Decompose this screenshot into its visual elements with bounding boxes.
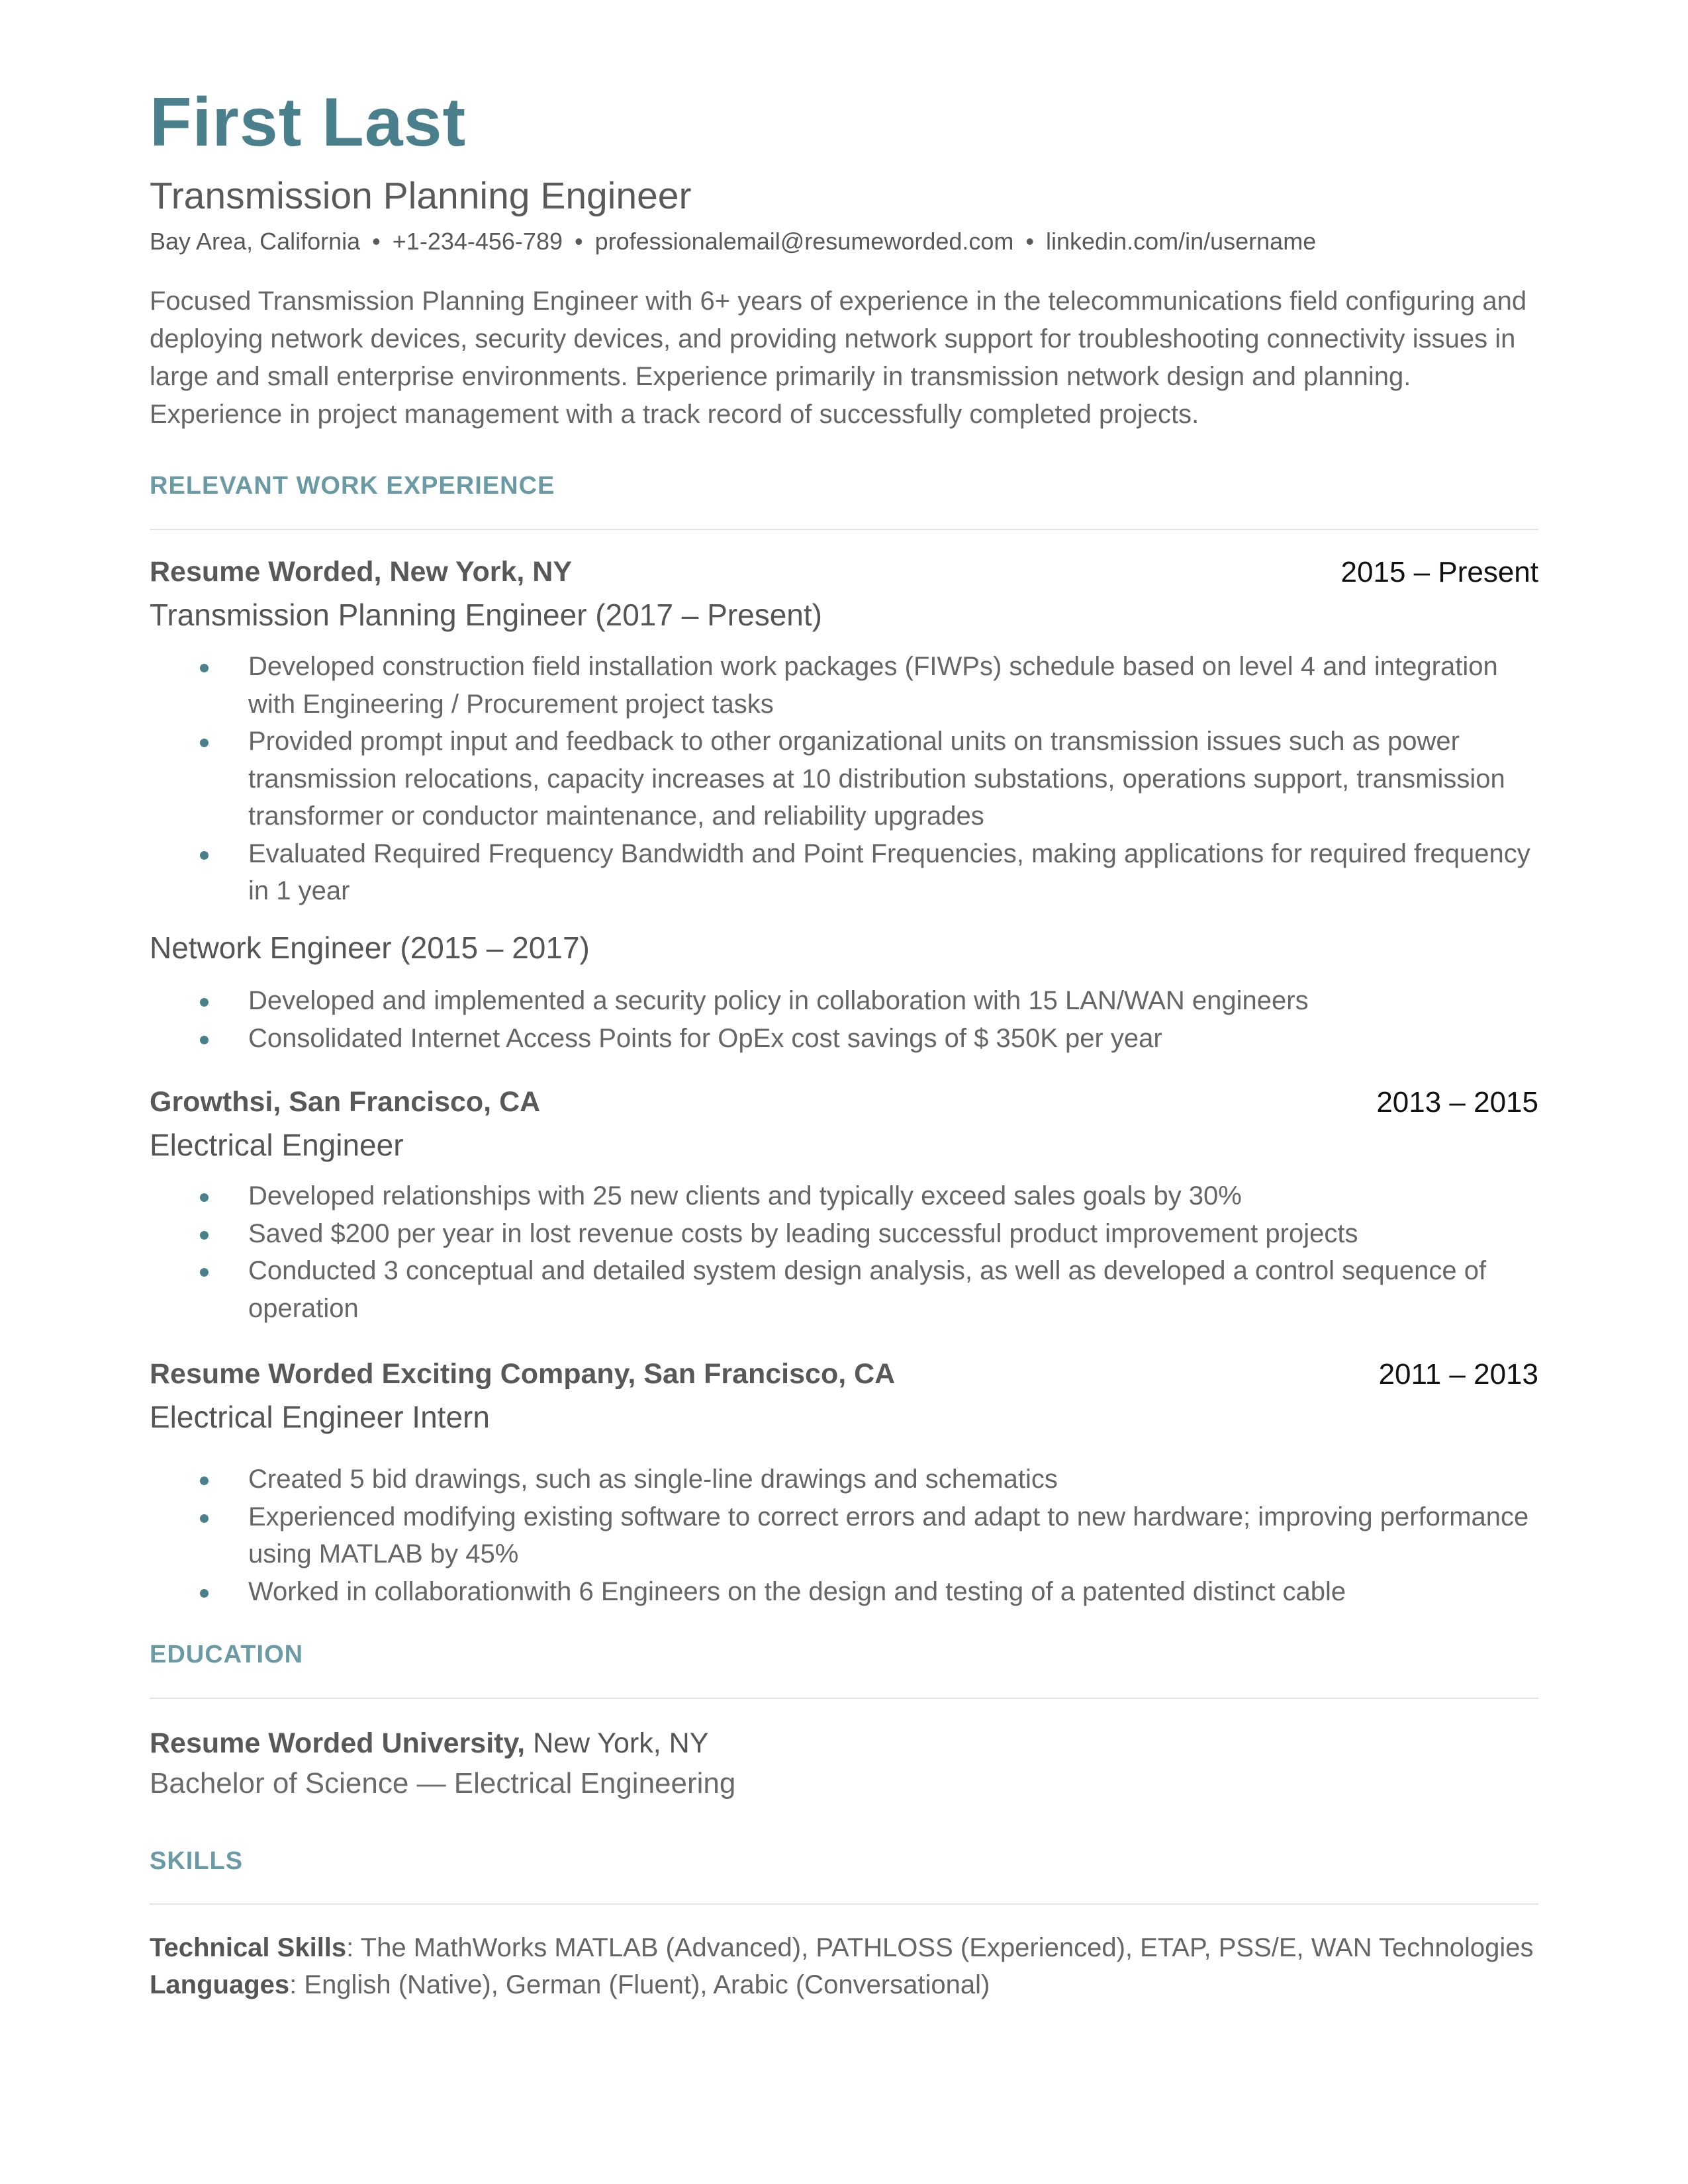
list-item [150, 1498, 1538, 1573]
contact-separator: • [372, 228, 381, 255]
list-item [150, 982, 1538, 1020]
skills-heading: SKILLS [150, 1847, 244, 1875]
education-school [150, 1727, 708, 1760]
job-role: Electrical Engineer Intern [150, 1400, 490, 1434]
job-role: Network Engineer (2015 – 2017) [150, 931, 590, 965]
candidate-name: First Last [150, 84, 467, 161]
bullet-icon [200, 998, 209, 1007]
bullet-text: Developed and implemented a security policy in collaboration with 15 LAN/WAN engineers [248, 986, 1309, 1015]
list-item [150, 1573, 1538, 1611]
bullet-icon [200, 739, 209, 747]
languages-label: Languages [150, 1970, 290, 1999]
languages-value: : English (Native), German (Fluent), Arabic (Conversational) [289, 1970, 990, 1999]
contact-line [150, 227, 1316, 255]
bullet-text: Consolidated Internet Access Points for OpEx cost savings of $ 350K per year [248, 1023, 1162, 1053]
contact-location: Bay Area, California [150, 228, 361, 255]
job-company: Resume Worded Exciting Company, San Francisco, CA [150, 1358, 896, 1390]
bullet-icon [200, 1514, 209, 1523]
technical-skills-line [150, 1933, 1533, 1963]
job-dates: 2015 – Present [1340, 556, 1538, 588]
school-location: New York, NY [525, 1727, 709, 1759]
summary-paragraph: Focused Transmission Planning Engineer with 6+ years of experience in the telecommunications field configuring and deploying network devices, security devices, and providing network support for troubleshooting connectivity issues in large and small enterprise environments. Experience primarily in transmission network design and planning. Experience in project management with a track record of successfully completed projects. [150, 287, 1527, 429]
bullet-text: Developed relationships with 25 new clients and typically exceed sales goals by 30% [248, 1181, 1242, 1210]
bullet-text: Evaluated Required Frequency Bandwidth and Point Frequencies, making applications for required frequency in 1 year [248, 839, 1530, 905]
bullet-text: Saved $200 per year in lost revenue costs by leading successful product improvement projects [248, 1218, 1358, 1248]
bullet-text: Provided prompt input and feedback to other organizational units on transmission issues such as power transmission relocations, capacity increases at 10 distribution substations, operations support, transmission transformer or conductor maintenance, and reliability upgrades [248, 727, 1505, 831]
experience-heading: RELEVANT WORK EXPERIENCE [150, 472, 555, 500]
list-item [150, 1252, 1538, 1327]
education-heading: EDUCATION [150, 1641, 304, 1668]
list-item [150, 648, 1538, 723]
job-role: Electrical Engineer [150, 1128, 404, 1162]
school-name: Resume Worded University, [150, 1727, 526, 1759]
job-bullet-list [150, 982, 1538, 1057]
job-bullet-list [150, 1461, 1538, 1610]
contact-separator: • [1025, 228, 1035, 255]
bullet-icon [200, 1477, 209, 1485]
list-item [150, 723, 1538, 835]
languages-line [150, 1970, 990, 2000]
contact-email[interactable]: professionalemail@resumeworded.com [594, 228, 1014, 255]
job-role: Transmission Planning Engineer (2017 – Present) [150, 598, 822, 632]
list-item [150, 1177, 1538, 1215]
bullet-icon [200, 1268, 209, 1277]
job-company: Growthsi, San Francisco, CA [150, 1086, 541, 1118]
job-bullet-list [150, 1177, 1538, 1327]
candidate-title: Transmission Planning Engineer [150, 175, 692, 217]
contact-linkedin[interactable]: linkedin.com/in/username [1046, 228, 1317, 255]
contact-phone: +1-234-456-789 [392, 228, 563, 255]
job-company: Resume Worded, New York, NY [150, 556, 573, 588]
bullet-icon [200, 1231, 209, 1240]
job-dates: 2011 – 2013 [1378, 1358, 1538, 1390]
bullet-icon [200, 851, 209, 860]
job-bullet-list [150, 648, 1538, 910]
bullet-text: Experienced modifying existing software to correct errors and adapt to new hardware; improving performance using MATLAB by 45% [248, 1502, 1529, 1569]
bullet-icon [200, 1589, 209, 1598]
technical-skills-label: Technical Skills [150, 1933, 347, 1962]
bullet-text: Worked in collaborationwith 6 Engineers on the design and testing of a patented distinct cable [248, 1576, 1346, 1606]
contact-separator: • [574, 228, 583, 255]
education-degree: Bachelor of Science — Electrical Engineering [150, 1767, 736, 1799]
section-divider [150, 1698, 1538, 1699]
section-divider [150, 529, 1538, 530]
list-item [150, 1215, 1538, 1253]
section-divider [150, 1903, 1538, 1905]
job-dates: 2013 – 2015 [1376, 1086, 1538, 1118]
bullet-icon [200, 664, 209, 672]
bullet-icon [200, 1036, 209, 1044]
list-item [150, 835, 1538, 910]
bullet-icon [200, 1193, 209, 1202]
bullet-text: Conducted 3 conceptual and detailed system design analysis, as well as developed a control sequence of operation [248, 1256, 1487, 1323]
bullet-text: Developed construction field installation work packages (FIWPs) schedule based on level 4 and integration with Engineering / Procurement project tasks [248, 652, 1498, 719]
bullet-text: Created 5 bid drawings, such as single-line drawings and schematics [248, 1465, 1058, 1494]
list-item [150, 1461, 1538, 1498]
technical-skills-value: : The MathWorks MATLAB (Advanced), PATHLOSS (Experienced), ETAP, PSS/E, WAN Technologies [346, 1933, 1534, 1962]
list-item [150, 1020, 1538, 1058]
